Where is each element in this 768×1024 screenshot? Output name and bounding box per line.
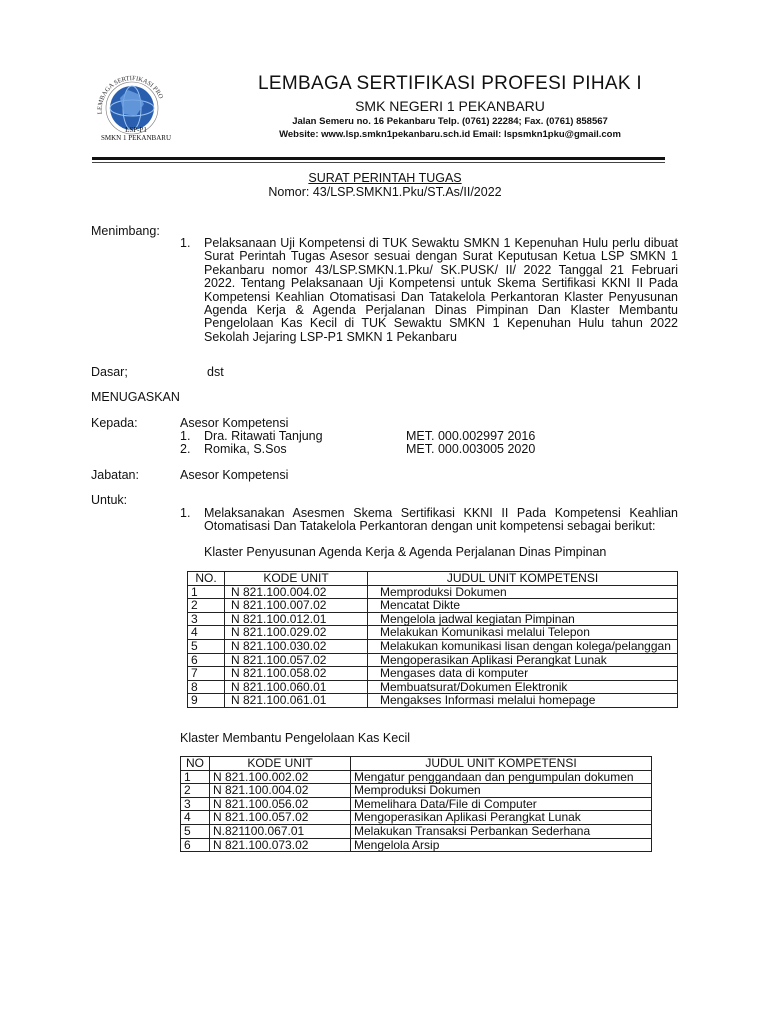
row-title: Mencatat Dikte xyxy=(368,599,678,613)
row-no: 6 xyxy=(188,653,225,667)
row-title: Mengoperasikan Aplikasi Perangkat Lunak xyxy=(368,653,678,667)
row-no: 6 xyxy=(181,838,210,852)
table-row xyxy=(188,599,678,613)
header-no: NO. xyxy=(188,572,225,586)
row-code: N 821.100.060.01 xyxy=(225,680,368,694)
assessor-name: Romika, S.Sos xyxy=(204,442,287,456)
row-no: 2 xyxy=(188,599,225,613)
dasar-label: Dasar; xyxy=(91,365,128,379)
units-table-1 xyxy=(187,571,678,708)
table-header-row xyxy=(181,757,652,771)
menugaskan-heading: MENUGASKAN xyxy=(91,390,180,404)
row-title: Melakukan Komunikasi melalui Telepon xyxy=(368,626,678,640)
untuk-number: 1. xyxy=(180,506,191,520)
header-judul-unit: JUDUL UNIT KOMPETENSI xyxy=(351,757,652,771)
row-code: N 821.100.002.02 xyxy=(210,770,351,784)
row-no: 7 xyxy=(188,667,225,681)
row-no: 3 xyxy=(181,797,210,811)
row-no: 1 xyxy=(188,585,225,599)
row-title: Memelihara Data/File di Computer xyxy=(351,797,652,811)
untuk-text: Melaksanakan Asesmen Skema Sertifikasi KKNI II Pada Kompetensi Keahlian Otomatisasi Dan Tatakelola Perkantoran dengan unit kompetensi sebagai berikut: xyxy=(204,506,678,534)
menimbang-label: Menimbang: xyxy=(91,224,160,238)
row-title: Mengelola Arsip xyxy=(351,838,652,852)
row-no: 9 xyxy=(188,694,225,708)
school-name: SMK NEGERI 1 PEKANBARU xyxy=(355,98,545,114)
table-row xyxy=(188,612,678,626)
row-code: N 821.100.056.02 xyxy=(210,797,351,811)
jabatan-value: Asesor Kompetensi xyxy=(180,468,289,482)
assessor-name: Dra. Ritawati Tanjung xyxy=(204,429,323,443)
table-row xyxy=(188,653,678,667)
row-no: 4 xyxy=(188,626,225,640)
header-judul-unit: JUDUL UNIT KOMPETENSI xyxy=(368,572,678,586)
row-code: N 821.100.004.02 xyxy=(225,585,368,599)
units-table-2 xyxy=(180,756,652,852)
cluster1-title: Klaster Penyusunan Agenda Kerja & Agenda Perjalanan Dinas Pimpinan xyxy=(204,545,607,559)
row-code: N 821.100.058.02 xyxy=(225,667,368,681)
assessor-number: 1. xyxy=(180,429,191,443)
row-title: Mengases data di komputer xyxy=(368,667,678,681)
table-row xyxy=(181,770,652,784)
row-code: N 821.100.057.02 xyxy=(210,811,351,825)
letterhead-divider-thin xyxy=(92,162,665,163)
table-row xyxy=(181,797,652,811)
table-row xyxy=(181,824,652,838)
row-title: Melakukan Transaksi Perbankan Sederhana xyxy=(351,824,652,838)
row-no: 4 xyxy=(181,811,210,825)
row-title: Mengatur penggandaan dan pengumpulan dokumen xyxy=(351,770,652,784)
row-title: Mengoperasikan Aplikasi Perangkat Lunak xyxy=(351,811,652,825)
row-no: 3 xyxy=(188,612,225,626)
assessor-met: MET. 000.002997 2016 xyxy=(406,429,536,443)
menimbang-text: Pelaksanaan Uji Kompetensi di TUK Sewaktu SMKN 1 Kepenuhan Hulu perlu dibuat Surat Perintah Tugas Asesor sesuai dengan Surat Keputusan Ketua LSP SMKN 1 Pekanbaru nomor 43/LSP.SMKN.1.Pku/ SK.PUSK/ II/ 2022 Tanggal 21 Februari 2022. Tentang Pelaksanaan Uji Kompetensi untuk Skema Sertifikasi KKNI II Pada Kompetensi Keahlian Otomatisasi Dan Tatakelola Perkantoran Klaster Penyusunan Agenda Kerja & Agenda Perjalanan Dinas Pimpinan Dan Klaster Membantu Pengelolaan Kas Kecil di TUK Sewaktu SMKN 1 Kepenuhan Hulu tahun 2022 Sekolah Jejaring LSP-P1 SMKN 1 Pekanbaru xyxy=(204,236,678,344)
table-row xyxy=(181,811,652,825)
header-no: NO xyxy=(181,757,210,771)
row-code: N 821.100.073.02 xyxy=(210,838,351,852)
org-address: Jalan Semeru no. 16 Pekanbaru Telp. (0761) 22284; Fax. (0761) 858567 xyxy=(292,116,608,127)
letterhead-divider xyxy=(92,157,665,160)
logo-caption-line1: LSP-P1 xyxy=(125,126,147,134)
row-no: 2 xyxy=(181,784,210,798)
cluster2-title: Klaster Membantu Pengelolaan Kas Kecil xyxy=(180,731,410,745)
row-code: N 821.100.030.02 xyxy=(225,639,368,653)
row-title: Melakukan komunikasi lisan dengan kolega/pelanggan xyxy=(368,639,678,653)
org-website-email: Website: www.lsp.smkn1pekanbaru.sch.id Email: lspsmkn1pku@gmail.com xyxy=(279,129,621,140)
row-title: Memproduksi Dokumen xyxy=(351,784,652,798)
table-row xyxy=(188,667,678,681)
untuk-label: Untuk: xyxy=(91,493,128,507)
jabatan-label: Jabatan: xyxy=(91,468,139,482)
row-code: N.821100.067.01 xyxy=(210,824,351,838)
row-title: Mengelola jadwal kegiatan Pimpinan xyxy=(368,612,678,626)
row-title: Mengakses Informasi melalui homepage xyxy=(368,694,678,708)
row-code: N 821.100.061.01 xyxy=(225,694,368,708)
row-no: 8 xyxy=(188,680,225,694)
menimbang-number: 1. xyxy=(180,236,191,250)
row-no: 1 xyxy=(181,770,210,784)
row-title: Membuatsurat/Dokumen Elektronik xyxy=(368,680,678,694)
table-row xyxy=(181,838,652,852)
table-row xyxy=(188,626,678,640)
row-no: 5 xyxy=(188,639,225,653)
table-row xyxy=(188,680,678,694)
assessor-met: MET. 000.003005 2020 xyxy=(406,442,536,456)
row-code: N 821.100.057.02 xyxy=(225,653,368,667)
dasar-value: dst xyxy=(207,365,224,379)
header-kode-unit: KODE UNIT xyxy=(210,757,351,771)
header-kode-unit: KODE UNIT xyxy=(225,572,368,586)
table-row xyxy=(188,639,678,653)
table-header-row xyxy=(188,572,678,586)
row-no: 5 xyxy=(181,824,210,838)
org-name: LEMBAGA SERTIFIKASI PROFESI PIHAK I xyxy=(258,73,642,94)
logo-caption-line2: SMKN 1 PEKANBARU xyxy=(100,134,171,142)
table-row xyxy=(181,784,652,798)
row-code: N 821.100.012.01 xyxy=(225,612,368,626)
svg-text:LEMBAGA SERTIFIKASI PROFESI: LEMBAGA SERTIFIKASI PRO xyxy=(96,75,165,115)
table-row xyxy=(188,694,678,708)
row-code: N 821.100.007.02 xyxy=(225,599,368,613)
assessor-number: 2. xyxy=(180,442,191,456)
row-code: N 821.100.004.02 xyxy=(210,784,351,798)
letter-title: SURAT PERINTAH TUGAS xyxy=(308,171,462,185)
row-code: N 821.100.029.02 xyxy=(225,626,368,640)
letter-number: Nomor: 43/LSP.SMKN1.Pku/ST.As/II/2022 xyxy=(268,185,502,199)
kepada-role: Asesor Kompetensi xyxy=(180,416,289,430)
row-title: Memproduksi Dokumen xyxy=(368,585,678,599)
table-row xyxy=(188,585,678,599)
kepada-label: Kepada: xyxy=(91,416,138,430)
